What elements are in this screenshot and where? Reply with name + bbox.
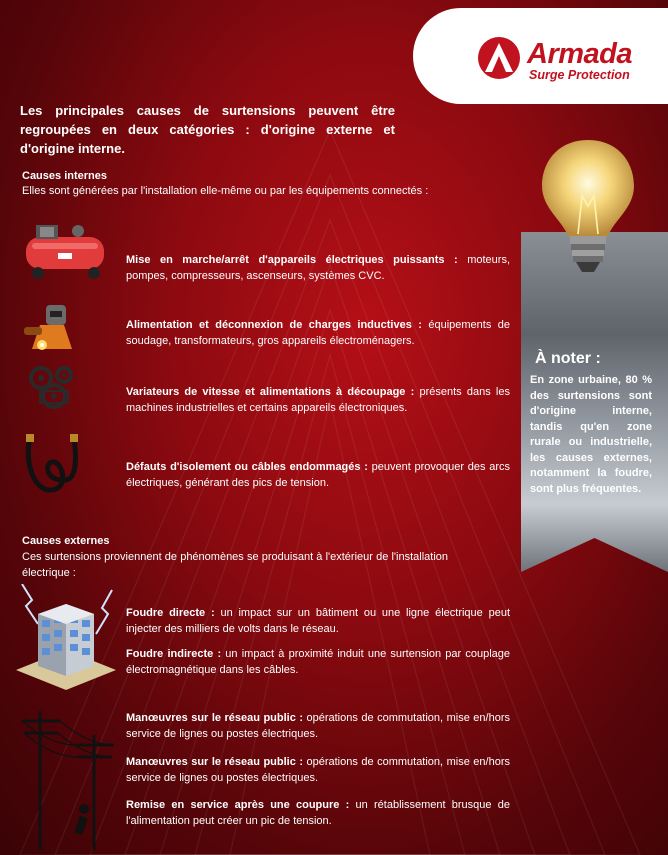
external-item-3-text: opérations de commutation, mise en/hors service de lignes ou postes électriques. (126, 712, 510, 740)
internal-item-1-title: Mise en marche/arrêt d'appareils électriques puissants : (126, 254, 458, 266)
external-item-4 (126, 754, 510, 786)
internal-item-3-title: Variateurs de vitesse et alimentations à découpage : (126, 386, 415, 398)
external-item-3 (126, 710, 510, 742)
building-lightning-icon (8, 584, 122, 696)
internal-item-4-text: peuvent provoquer des arcs électriques, générant des pics de tension. (126, 461, 510, 489)
external-item-1 (126, 605, 510, 637)
cable-icon (22, 432, 84, 500)
external-item-1-text: un impact sur un bâtiment ou une ligne électrique peut injecter des milliers de volts dans le réseau. (126, 607, 511, 635)
internal-causes-title: Causes internes (22, 170, 107, 182)
internal-item-1 (126, 252, 510, 284)
air-compressor-icon (22, 223, 108, 281)
welder-icon (22, 301, 82, 353)
external-item-4-title: Manœuvres sur le réseau public : (126, 756, 303, 768)
external-item-3-title: Manœuvres sur le réseau public : (126, 712, 303, 724)
internal-item-4-title: Défauts d'isolement ou câbles endommagés : (126, 461, 368, 473)
external-item-5-text: un rétablissement brusque de l'alimentation peut créer un pic de tension. (126, 799, 511, 827)
external-causes-title: Causes externes (22, 535, 110, 547)
internal-item-3 (126, 384, 510, 416)
power-lines-icon (14, 705, 126, 850)
internal-item-3-text: présents dans les machines industrielles et certains appareils électroniques. (126, 386, 510, 414)
gears-icon (24, 361, 80, 411)
internal-item-2 (126, 317, 510, 349)
note-text: En zone urbaine, 80 % des surtensions sont d'origine interne, tandis qu'en zone rurale ou industrielle, les causes externes, notamment la foudre, sont plus fréquentes. (530, 374, 652, 495)
external-item-2-title: Foudre indirecte : (126, 648, 222, 660)
brand-logo (413, 8, 668, 104)
light-bulb-icon (538, 136, 638, 286)
intro-text: Les principales causes de surtensions peuvent être regroupées en deux catégories : d'origine externe et d'origine interne. (20, 103, 395, 156)
internal-item-2-title: Alimentation et déconnexion de charges inductives : (126, 319, 422, 331)
external-causes-description: Ces surtensions proviennent de phénomènes se produisant à l'extérieur de l'installation électrique : (22, 551, 448, 579)
external-item-4-text: opérations de commutation, mise en/hors service de lignes ou postes électriques. (126, 756, 510, 784)
internal-item-2-text: équipements de soudage, transformateurs, gros appareils électroménagers. (126, 319, 510, 347)
internal-causes-description: Elles sont générées par l'installation elle-même ou par les équipements connectés : (22, 185, 429, 197)
internal-item-4 (126, 459, 510, 491)
external-item-1-title: Foudre directe : (126, 607, 215, 619)
external-item-2-text: un impact à proximité induit une surtension par couplage électromagnétique dans les câbles. (126, 648, 510, 676)
brand-tagline: Surge Protection (529, 68, 630, 82)
internal-item-1-text: moteurs, pompes, compresseurs, ascenseurs, systèmes CVC. (126, 254, 510, 282)
armada-logo-icon (477, 36, 521, 80)
external-item-2 (126, 646, 510, 678)
external-item-5-title: Remise en service après une coupure : (126, 799, 350, 811)
brand-name: Armada (527, 38, 632, 70)
note-title: À noter : (535, 350, 601, 367)
external-item-5 (126, 797, 510, 829)
